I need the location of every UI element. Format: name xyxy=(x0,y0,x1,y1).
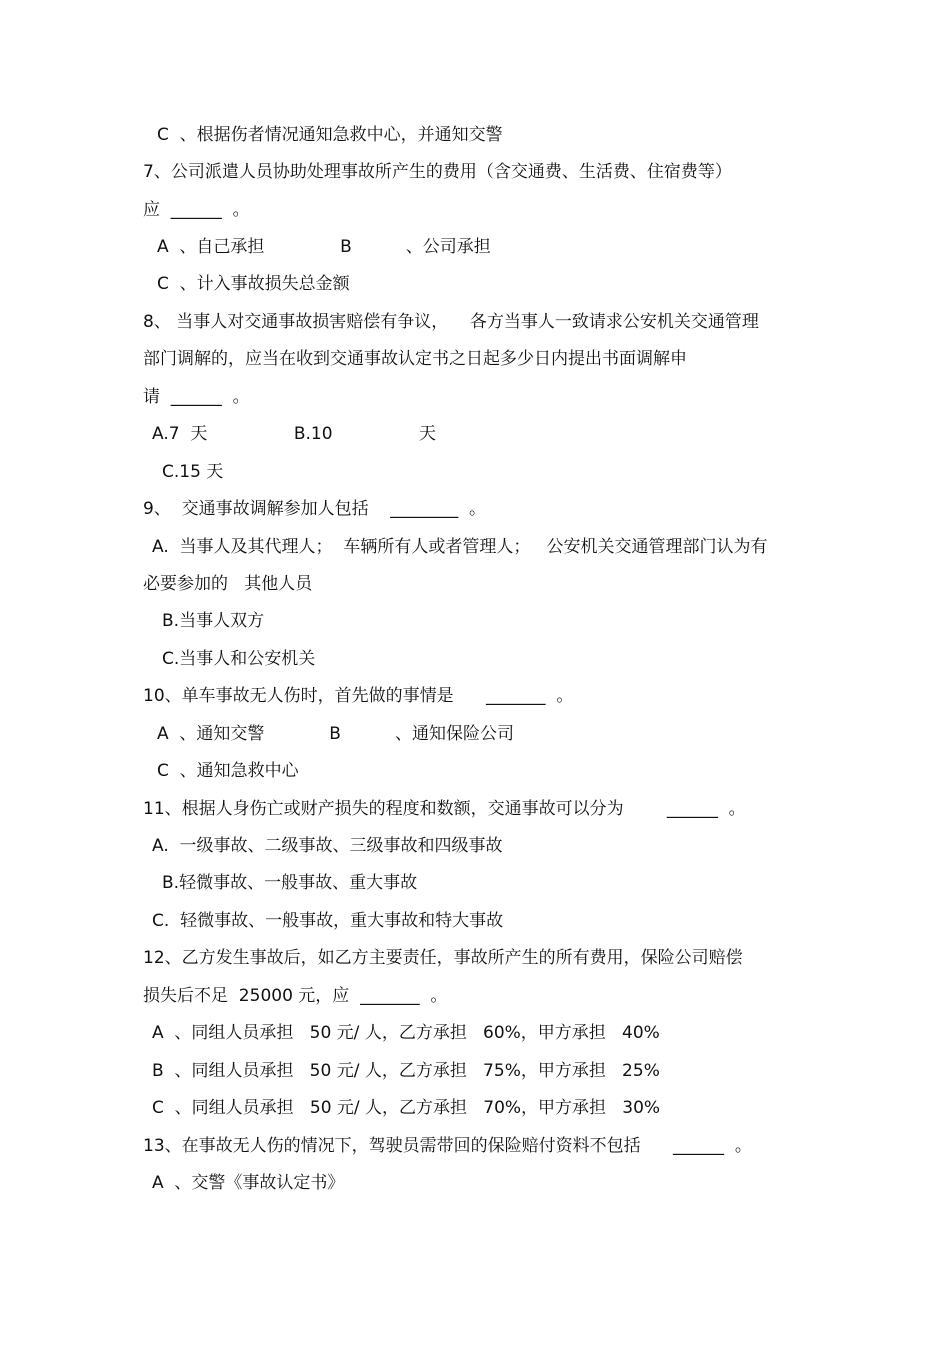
text-line: 应 ______ 。 xyxy=(143,200,250,220)
option-line: A. 当事人及其代理人； 车辆所有人或者管理人； 公安机关交通管理部门认为有 xyxy=(152,537,768,557)
question-12: 12、乙方发生事故后，如乙方主要责任，事故所产生的所有费用，保险公司赔偿 xyxy=(143,948,743,968)
option-line: A 、自己承担 B 、公司承担 xyxy=(157,237,491,257)
option-line: A. 一级事故、二级事故、三级事故和四级事故 xyxy=(152,836,503,856)
text-line: 必要参加的 其他人员 xyxy=(143,574,313,594)
text-line: 请 ______ 。 xyxy=(143,387,250,407)
text-line: 部门调解的，应当在收到交通事故认定书之日起多少日内提出书面调解申 xyxy=(143,349,687,369)
question-11: 11、根据人身伤亡或财产损失的程度和数额，交通事故可以分为 ______ 。 xyxy=(143,799,746,819)
option-line: A 、同组人员承担 50 元/ 人，乙方承担 60%，甲方承担 40% xyxy=(152,1023,660,1043)
text-line: C 、根据伤者情况通知急救中心，并通知交警 xyxy=(157,125,503,145)
option-line: C.当事人和公安机关 xyxy=(162,649,316,669)
question-7: 7、公司派遣人员协助处理事故所产生的费用（含交通费、生活费、住宿费等） xyxy=(143,162,732,182)
question-9: 9、 交通事故调解参加人包括 ________ 。 xyxy=(143,499,487,519)
option-line: A.7 天 B.10 天 xyxy=(152,424,436,444)
option-line: B.当事人双方 xyxy=(162,611,265,631)
option-line: A 、交警《事故认定书》 xyxy=(152,1173,345,1193)
option-line: B 、同组人员承担 50 元/ 人，乙方承担 75%，甲方承担 25% xyxy=(152,1061,660,1081)
option-line: C 、通知急救中心 xyxy=(157,761,299,781)
option-line: A 、通知交警 B 、通知保险公司 xyxy=(157,724,514,744)
question-10: 10、单车事故无人伤时，首先做的事情是 _______ 。 xyxy=(143,686,574,706)
question-8: 8、 当事人对交通事故损害赔偿有争议， 各方当事人一致请求公安机关交通管理 xyxy=(143,312,759,332)
option-line: C 、同组人员承担 50 元/ 人，乙方承担 70%，甲方承担 30% xyxy=(152,1098,661,1118)
option-line: C 、计入事故损失总金额 xyxy=(157,274,350,294)
text-line: 损失后不足 25000 元，应 _______ 。 xyxy=(143,986,448,1006)
option-line: C.15 天 xyxy=(162,462,224,482)
question-13: 13、在事故无人伤的情况下，驾驶员需带回的保险赔付资料不包括 ______ 。 xyxy=(143,1136,752,1156)
option-line: B.轻微事故、一般事故、重大事故 xyxy=(162,873,418,893)
option-line: C. 轻微事故、一般事故，重大事故和特大事故 xyxy=(152,911,504,931)
